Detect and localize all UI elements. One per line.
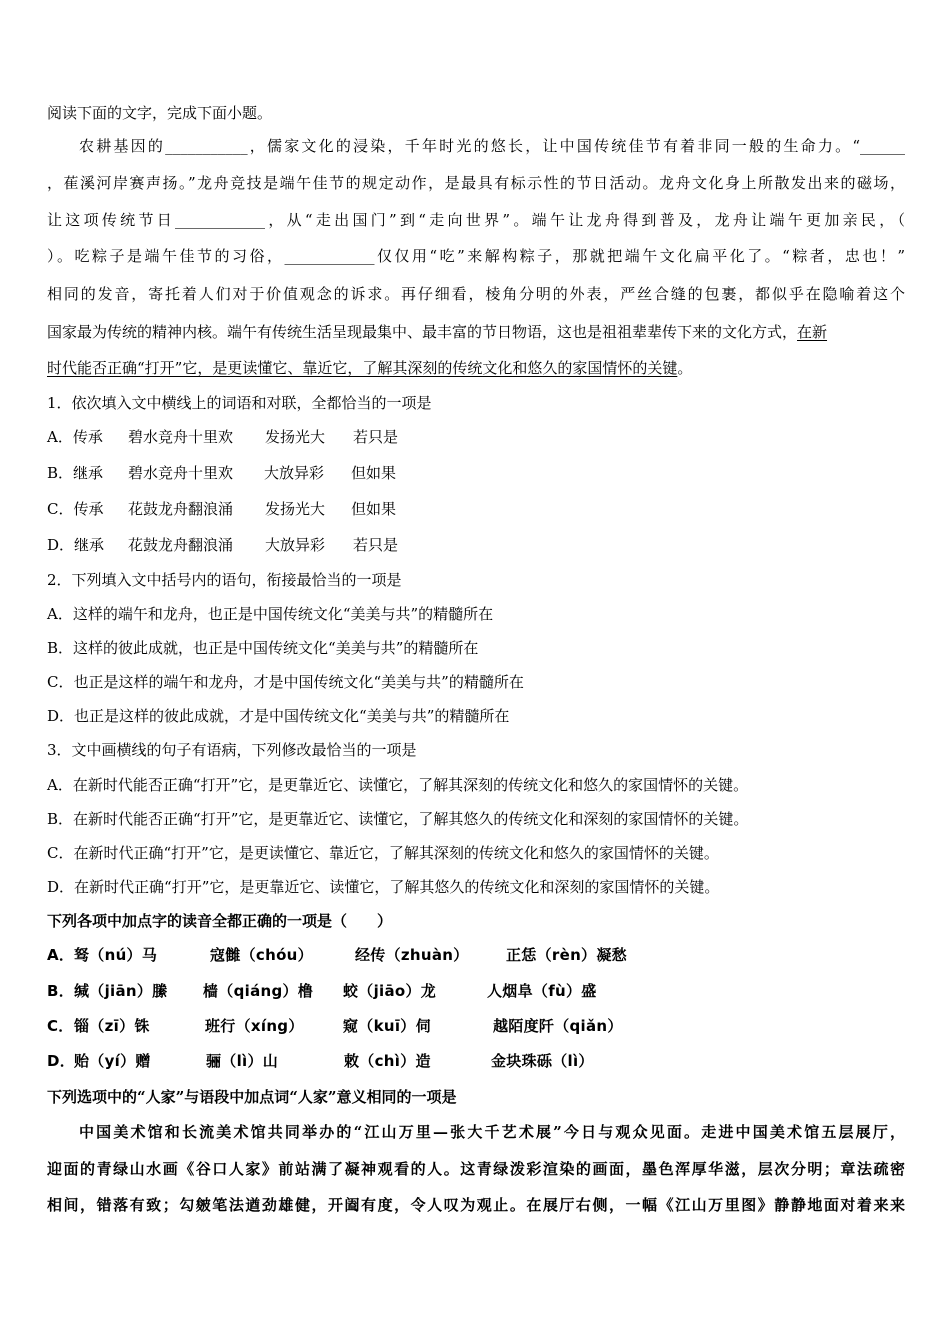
passage-line bbox=[47, 322, 827, 342]
passage-line: 相间，错落有致；勾皴笔法遒劲雄健，开阖有度，令人叹为观止。在展厅右侧，一幅《江山万里图》静静地面对着来来 bbox=[47, 1196, 905, 1214]
passage-line: 相同的发音，寄托着人们对于价值观念的诉求。再仔细看，棱角分明的外表，严丝合缝的包裹，都似乎在隐喻着这个 bbox=[47, 285, 905, 303]
option-b: B．在新时代能否正确“打开”它，是更靠近它、读懂它，了解其悠久的传统文化和深刻的家国情怀的关键。 bbox=[47, 810, 749, 828]
passage-line: 迎面的青绿山水画《谷口人家》前站满了凝神观看的人。这青绿泼彩渲染的画面，墨色浑厚华滋，层次分明；章法疏密 bbox=[47, 1160, 905, 1178]
option-c: C．传承 花鼓龙舟翻浪涌 发扬光大 但如果 bbox=[47, 500, 397, 518]
option-d: D．继承 花鼓龙舟翻浪涌 大放异彩 若只是 bbox=[47, 536, 399, 554]
passage-line bbox=[47, 358, 692, 378]
option-a: A．在新时代能否正确“打开”它，是更靠近它、读懂它，了解其深刻的传统文化和悠久的家国情怀的关键。 bbox=[47, 776, 749, 794]
option-b: B．这样的彼此成就，也正是中国传统文化“美美与共”的精髓所在 bbox=[47, 639, 479, 657]
underlined-sentence-start: 在新 bbox=[797, 323, 828, 341]
question-stem: 下列各项中加点字的读音全都正确的一项是（ ） bbox=[47, 912, 393, 930]
passage-end: 。 bbox=[677, 359, 693, 377]
option-c: C．也正是这样的端午和龙舟，才是中国传统文化“美美与共”的精髓所在 bbox=[47, 673, 524, 691]
option-d: D．也正是这样的彼此成就，才是中国传统文化“美美与共”的精髓所在 bbox=[47, 707, 510, 725]
option-c: C．锱（zī）铢 班行（xíng） 窥（kuī）伺 越陌度阡（qiǎn） bbox=[47, 1017, 623, 1035]
passage-line: ）。吃粽子是端午佳节的习俗，____________仅仅用“吃”来解构粽子，那就把端午文化扁平化了。“粽者，忠也！” bbox=[47, 247, 905, 265]
passage-line: ，萑溪河岸赛声扬。”龙舟竞技是端午佳节的规定动作，是最具有标示性的节日活动。龙舟文化身上所散发出来的磁场， bbox=[47, 174, 905, 192]
reading-instruction: 阅读下面的文字，完成下面小题。 bbox=[47, 104, 273, 122]
option-a: A．驽（nú）马 寇雠（chóu） 经传（zhuàn） 正恁（rèn）凝愁 bbox=[47, 946, 627, 964]
question-stem: 2．下列填入文中括号内的语句，衔接最恰当的一项是 bbox=[47, 571, 402, 589]
passage-line: 中国美术馆和长流美术馆共同举办的“江山万里—张大千艺术展”今日与观众见面。走进中国美术馆五层展厅， bbox=[79, 1123, 905, 1141]
option-b: B．缄（jiān）縢 樯（qiáng）橹 蛟（jiāo）龙 人烟阜（fù）盛 bbox=[47, 982, 597, 1000]
passage-text: 国家最为传统的精神内核。端午有传统生活呈现最集中、最丰富的节日物语，这也是祖祖辈辈传下来的文化方式， bbox=[47, 323, 798, 341]
question-stem: 下列选项中的“人家”与语段中加点词“人家”意义相同的一项是 bbox=[47, 1088, 457, 1106]
option-a: A．这样的端午和龙舟，也正是中国传统文化“美美与共”的精髓所在 bbox=[47, 605, 494, 623]
question-stem: 3．文中画横线的句子有语病，下列修改最恰当的一项是 bbox=[47, 741, 417, 759]
passage-line: 让这项传统节日____________，从“走出国门”到“走向世界”。端午让龙舟得到普及，龙舟让端午更加亲民，（ bbox=[47, 211, 905, 229]
option-b: B．继承 碧水竞舟十里欢 大放异彩 但如果 bbox=[47, 464, 397, 482]
option-c: C．在新时代正确“打开”它，是更读懂它、靠近它，了解其深刻的传统文化和悠久的家国情怀的关键。 bbox=[47, 844, 719, 862]
passage-line: 农耕基因的___________，儒家文化的浸染，千年时光的悠长，让中国传统佳节有着非同一般的生命力。“______ bbox=[79, 137, 905, 155]
option-d: D．在新时代正确“打开”它，是更靠近它、读懂它，了解其悠久的传统文化和深刻的家国情怀的关键。 bbox=[47, 878, 720, 896]
option-d: D．贻（yí）赠 骊（lì）山 敕（chì）造 金块珠砾（lì） bbox=[47, 1052, 594, 1070]
underlined-sentence: 时代能否正确“打开”它，是更读懂它、靠近它，了解其深刻的传统文化和悠久的家国情怀的关键 bbox=[47, 359, 678, 377]
option-a: A．传承 碧水竞舟十里欢 发扬光大 若只是 bbox=[47, 428, 399, 446]
question-stem: 1．依次填入文中横线上的词语和对联，全都恰当的一项是 bbox=[47, 394, 432, 412]
